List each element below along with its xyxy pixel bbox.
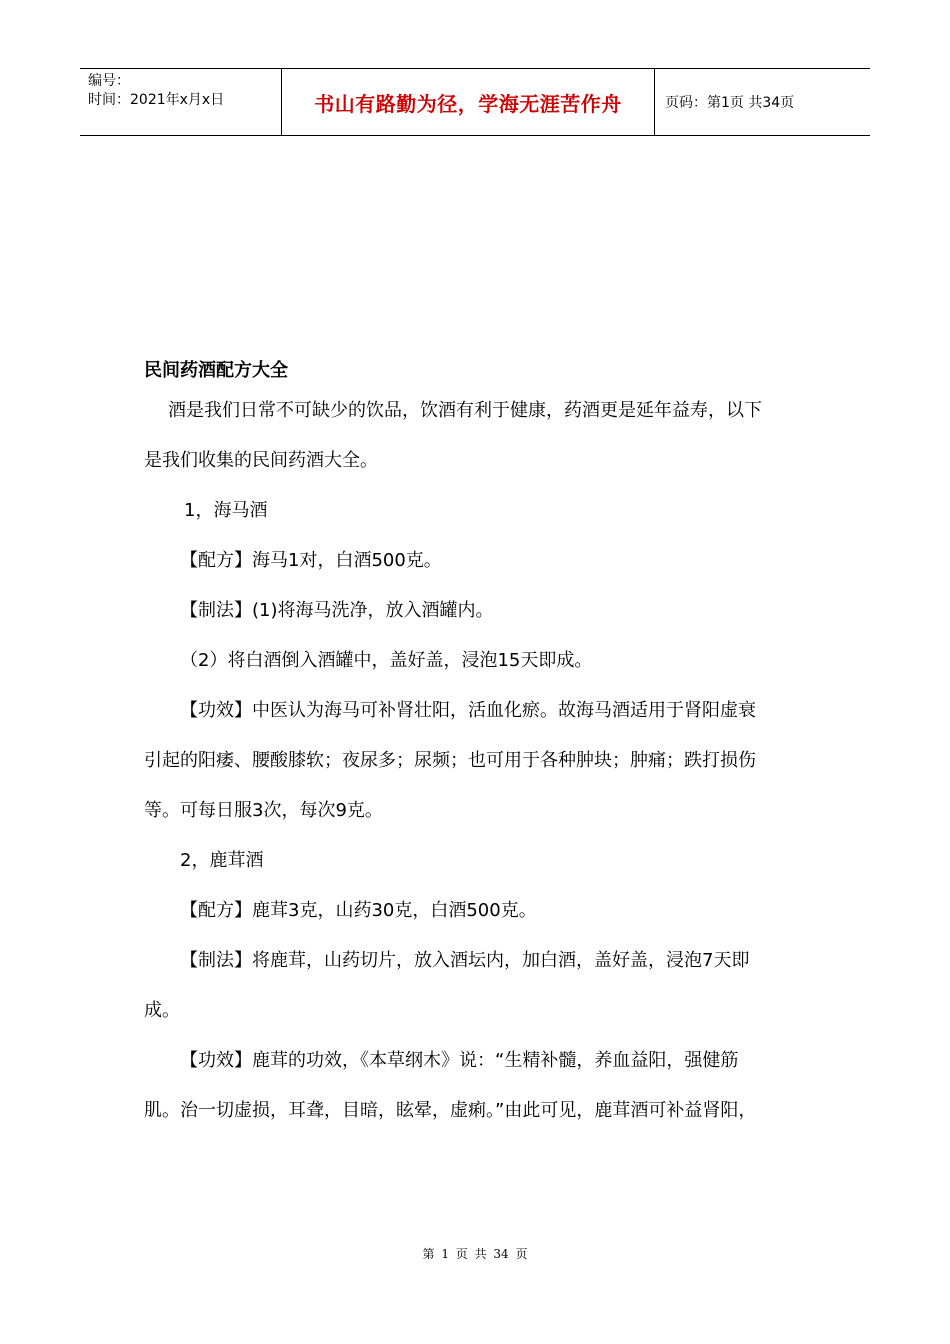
header-page-info: 页码：第1页 共34页 (665, 95, 795, 111)
page-footer: 第 1 页 共 34 页 (422, 1247, 528, 1261)
header-meta (80, 69, 282, 135)
document-body (144, 352, 809, 1142)
document-date: 时间：2021年x月x日 (88, 92, 225, 108)
document-header (80, 68, 870, 136)
section-heading: 2，鹿茸酒 (180, 850, 264, 871)
paragraph-line: 【配方】海马1对，白酒500克。 (180, 550, 442, 571)
paragraph-line: 成。 (144, 1000, 180, 1021)
paragraph-line: 【制法】将鹿茸，山药切片，放入酒坛内，加白酒，盖好盖，浸泡7天即 (180, 950, 750, 971)
document-number-label: 编号： (88, 73, 130, 89)
paragraph-line: （2）将白酒倒入酒罐中，盖好盖，浸泡15天即成。 (180, 650, 593, 671)
paragraph-line: 【功效】中医认为海马可补肾壮阳，活血化瘀。故海马酒适用于肾阳虚衰 (180, 700, 756, 721)
paragraph-line: 肌。治一切虚损，耳聋，目暗，眩晕，虚痢。”由此可见，鹿茸酒可补益肾阳， (144, 1100, 757, 1121)
paragraph-line: 【配方】鹿茸3克，山药30克，白酒500克。 (180, 900, 537, 921)
header-motto: 书山有路勤为径，学海无涯苦作舟 (282, 69, 655, 135)
paragraph-line: 是我们收集的民间药酒大全。 (144, 450, 378, 471)
section-heading: 1，海马酒 (184, 500, 268, 521)
paragraph-line: 引起的阳痿、腰酸膝软；夜尿多；尿频；也可用于各种肿块；肿痛；跌打损伤 (144, 750, 756, 771)
paragraph-line: 【功效】鹿茸的功效，《本草纲木》说：“生精补髓，养血益阳，强健筋 (180, 1050, 739, 1071)
document-title: 民间药酒配方大全 (144, 360, 288, 381)
paragraph-line: 酒是我们日常不可缺少的饮品，饮酒有利于健康，药酒更是延年益寿，以下 (168, 400, 762, 421)
paragraph-line: 【制法】(1)将海马洗净，放入酒罐内。 (180, 600, 494, 621)
paragraph-line: 等。可每日服3次，每次9克。 (144, 800, 383, 821)
